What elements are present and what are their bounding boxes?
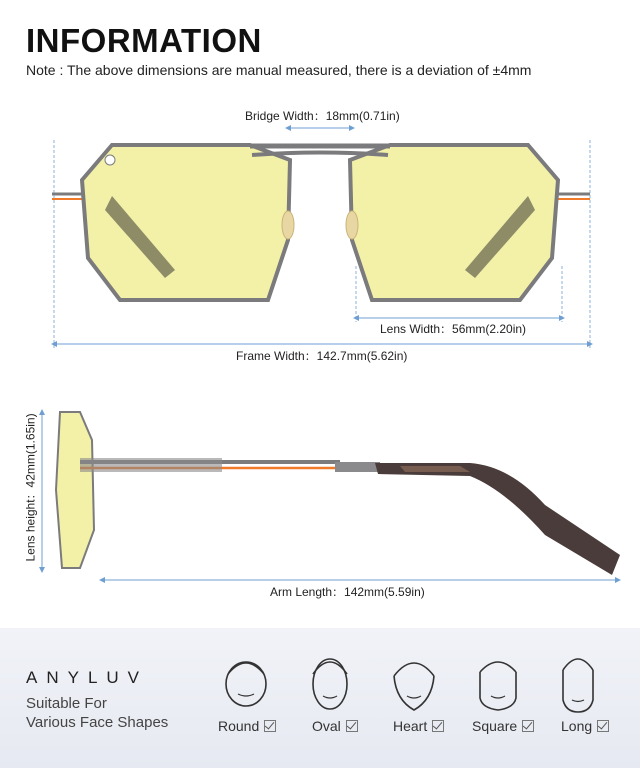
check-icon: [432, 720, 444, 732]
bridge-width-label: Bridge Width：18mm(0.71in): [245, 109, 400, 123]
lens-width-label: Lens Width：56mm(2.20in): [380, 322, 527, 336]
oval-face-icon: [300, 650, 360, 714]
face-shape-square: Square: [472, 718, 534, 734]
right-nose-pad: [346, 211, 358, 239]
measurement-note: Note : The above dimensions are manual measured, there is a deviation of ±4mm: [26, 62, 532, 78]
tagline-line2: Various Face Shapes: [26, 714, 169, 731]
left-lens: [82, 145, 290, 300]
lens-height-label: Lens height：42mm(1.65in): [23, 413, 38, 562]
heart-face-icon: [384, 650, 444, 714]
side-lens: [56, 412, 94, 568]
tagline-line1: Suitable For: [26, 695, 107, 712]
face-shape-oval: Oval: [312, 718, 358, 734]
face-shape-long: Long: [561, 718, 609, 734]
brand-name: ANYLUV: [26, 668, 149, 687]
round-face-icon: [216, 650, 276, 714]
tortoise-arm-tip: [375, 463, 620, 575]
face-shape-heart: Heart: [393, 718, 444, 734]
frame-width-label: Frame Width：142.7mm(5.62in): [236, 349, 408, 363]
check-icon: [346, 720, 358, 732]
long-face-icon: [548, 650, 608, 714]
check-icon: [597, 720, 609, 732]
arm-length-label: Arm Length：142mm(5.59in): [270, 585, 425, 599]
check-icon: [264, 720, 276, 732]
face-shape-round: Round: [218, 718, 276, 734]
right-lens: [350, 145, 558, 300]
double-bridge: [252, 153, 388, 156]
check-icon: [522, 720, 534, 732]
square-face-icon: [468, 650, 528, 714]
page-title: INFORMATION: [26, 22, 262, 59]
left-nose-pad: [282, 211, 294, 239]
logo-rivet: [105, 155, 115, 165]
